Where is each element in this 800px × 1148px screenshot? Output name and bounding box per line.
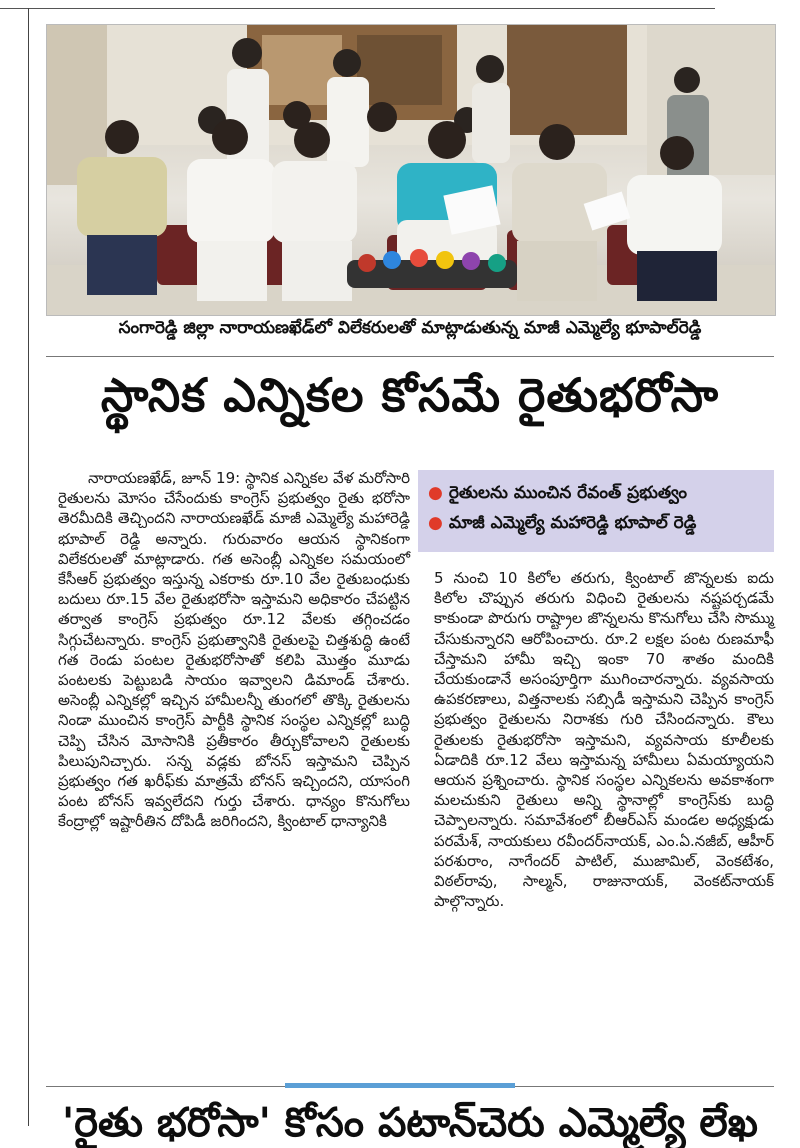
top-rule	[0, 8, 715, 9]
bullet-icon: ●	[428, 513, 443, 533]
article-column-right	[434, 568, 774, 911]
bottom-divider-accent	[285, 1083, 515, 1088]
photo-illustration	[47, 25, 775, 315]
article-headline: స్థానిక ఎన్నికల కోసమే రైతుభరోసా	[100, 368, 720, 422]
highlight-item	[428, 508, 764, 538]
column-rule	[28, 8, 29, 1126]
highlights-box	[418, 470, 774, 552]
next-article-headline: 'రైతు భరోసా' కోసం పటాన్‌చెరు ఎమ్మెల్యే లేఖ	[61, 1100, 758, 1146]
article-body-left: నారాయణఖేడ్, జూన్ 19: స్థానిక ఎన్నికల వేళ మరోసారి రైతులను మోసం చేసేందుకు కాంగ్రెస్ ప్రభుత్వం రైతు భరోసా తెరమీదికి తెచ్చిందని నారాయణఖేడ్ మాజీ ఎమ్మెల్యే మహారెడ్డి భూపాల్ రెడ్డి అన్నారు. గురువారం ఆయన స్థానికంగా విలేకరులతో మాట్లాడారు. గత అసెంబ్లీ ఎన్నికల సమయంలో కేసీఆర్ ప్రభుత్వం ఇస్తున్న ఎకరాకు రూ.10 వేల రైతుబంధుకు బదులు రూ.15 వేల రైతుభరోసా ఇస్తామని అధికారం చేపట్టిన తర్వాత కాంగ్రెస్ ప్రభుత్వం రూ.12 వేలకు తగ్గించడం సిగ్గుచేటన్నారు. కాంగ్రెస్ ప్రభుత్వానికి రైతులపై చిత్తశుద్ధి ఉంటే గత రెండు పంటల రైతుభరోసాతో కలిపి మొత్తం మూడు పంటలకు పెట్టుబడి సాయం ఇవ్వాలని డిమాండ్ చేశారు. అసెంబ్లీ ఎన్నికల్లో ఇచ్చిన హామీలన్నీ తుంగలో తొక్కి రైతులను నిండా ముంచిన కాంగ్రెస్ పార్టీకి స్థానిక సంస్థల ఎన్నికల్లో బుద్ధి చెప్పి చేసిన మోసానికి ప్రతీకారం తీర్చుకోవాలని రైతులకు పిలుపునిచ్చారు. సన్న వడ్లకు బోనస్ ఇస్తామని చెప్పిన ప్రభుత్వం గత ఖరీఫ్‌కు మాత్రమే బోనస్ ఇచ్చిందని, యాసంగి పంట బోనస్ ఇవ్వలేదని గుర్తు చేశారు. ధాన్యం కొనుగోలు కేంద్రాల్లో ఇష్టారీతిన దోపిడీ జరిగిందని, క్వింటాల్ ధాన్యానికి	[58, 469, 410, 831]
bullet-icon: ●	[428, 483, 443, 503]
photo-caption: సంగారెడ్డి జిల్లా నారాయణఖేడ్‌లో విలేకరులతో మాట్లాడుతున్న మాజీ ఎమ్మెల్యే భూపాల్‌రెడ్డి	[118, 318, 702, 338]
headline-rule	[46, 356, 774, 357]
highlight-text: రైతులను ముంచిన రేవంత్ ప్రభుత్వం	[448, 483, 688, 503]
article-body-right: 5 నుంచి 10 కిలోల తరుగు, క్వింటాల్ జొన్నలకు ఐదు కిలోల చొప్పున తరుగు విధించి రైతులను నష్టపర్చడమే కాకుండా పొరుగు రాష్ట్రాల జొన్నలను కొనుగోలు చేసి సొమ్ము చేసుకున్నారని ఆరోపించారు. రూ.2 లక్షల పంట రుణమాఫీ చేస్తామని హామీ ఇచ్చి ఇంకా 70 శాతం మందికి చేయకుండానే అసంపూర్తిగా ముగించారన్నారు. వ్యవసాయ ఉపకరణాలు, విత్తనాలకు సబ్సిడీ ఇస్తామని చెప్పిన కాంగ్రెస్ ప్రభుత్వం రైతులను నిరాశకు గురి చేసిందన్నారు. కౌలు రైతులకు రైతుభరోసా ఇస్తామని, వ్యవసాయ కూలీలకు ఏడాదికి రూ.12 వేలు ఇస్తామన్న హామీలు ఏమయ్యాయని ఆయన ప్రశ్నించారు. స్థానిక సంస్థల ఎన్నికలను అవకాశంగా మలచుకుని రైతులు అన్ని స్థానాల్లో కాంగ్రెస్‌కు బుద్ధి చెప్పాలన్నారు. సమావేశంలో బీఆర్ఎస్ మండల అధ్యక్షుడు పరమేశ్, నాయకులు రవీందర్‌నాయక్, ఎం.ఏ.నజీబ్, ఆహీర్ పరశురాం, నాగేందర్ పాటిల్, ముజామిల్, వెంకటేశం, విఠల్‌రావు, సాల్మన్, రాజునాయక్, వెంకట్‌నాయక్ పాల్గొన్నారు.	[434, 569, 774, 911]
highlight-item	[428, 478, 764, 508]
highlight-text: మాజీ ఎమ్మెల్యే మహారెడ్డి భూపాల్ రెడ్డి	[448, 513, 697, 533]
article-column-left	[58, 468, 410, 832]
press-conference-photo	[46, 24, 776, 316]
